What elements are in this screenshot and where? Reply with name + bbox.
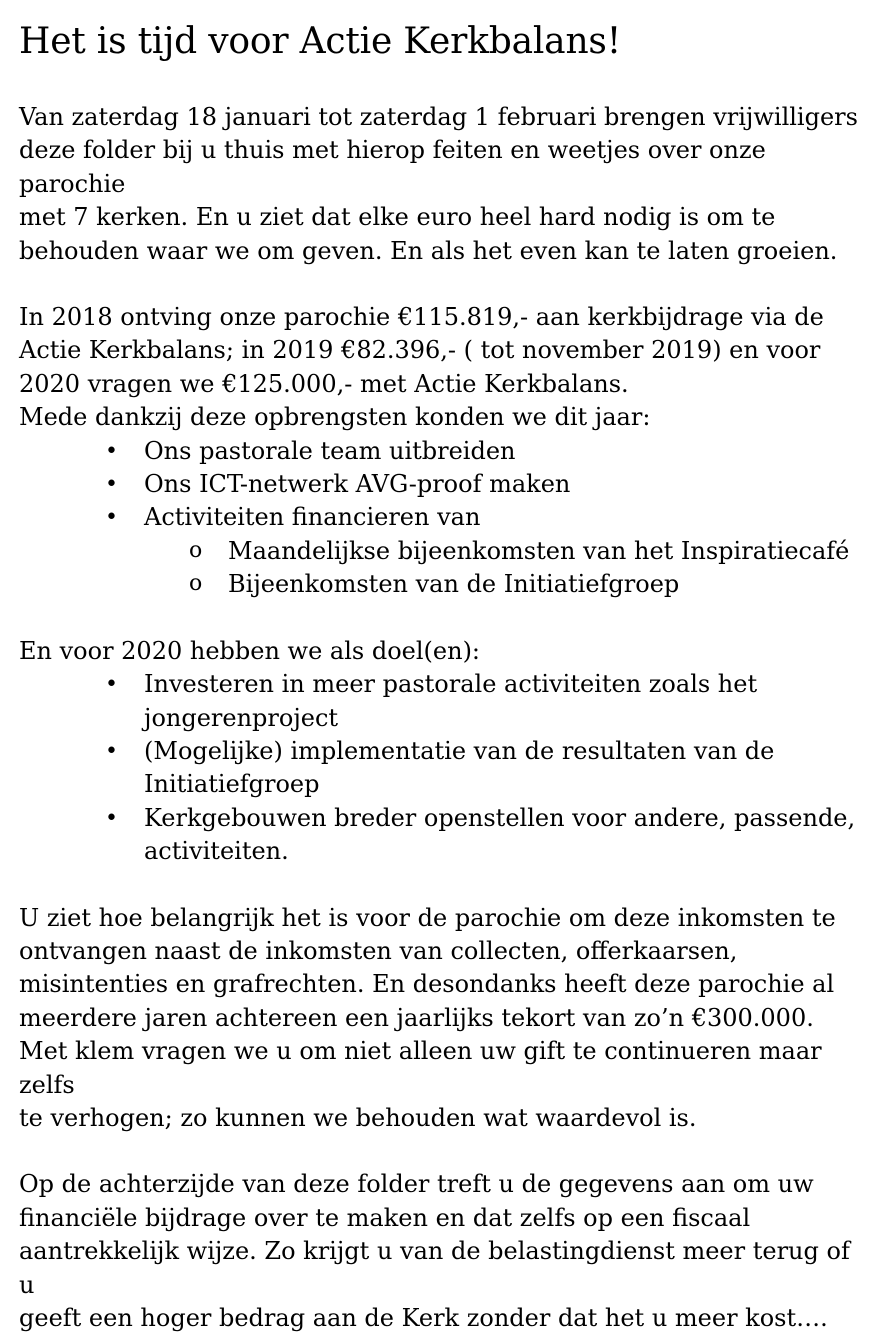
goals-section	[19, 635, 869, 869]
bullet-icon: •	[105, 438, 118, 464]
intro-line: met 7 kerken. En u ziet dat elke euro heel hard nodig is om te	[19, 203, 776, 232]
sub-list-item-text: Bijeenkomsten van de Initiatiefgroep	[228, 570, 680, 599]
closing-line: aantrekkelijk wijze. Zo krijgt u van de belastingdienst meer terug of u	[19, 1237, 850, 1299]
list-item	[19, 668, 869, 735]
list-item	[19, 735, 869, 802]
bullet-icon: •	[105, 805, 118, 831]
sub-list-item	[19, 568, 869, 601]
income-paragraph	[19, 301, 869, 435]
bullet-icon: •	[105, 472, 118, 498]
closing-paragraph	[19, 1168, 869, 1335]
list-item	[19, 802, 869, 869]
intro-line: Van zaterdag 18 januari tot zaterdag 1 februari brengen vrijwilligers	[19, 103, 858, 131]
list-item-text: Activiteiten financieren van	[144, 503, 481, 532]
importance-line: ontvangen naast de inkomsten van collecten, offerkaarsen,	[19, 936, 738, 965]
closing-line: Op de achterzijde van deze folder treft u de gegevens aan om uw	[19, 1170, 814, 1199]
list-item	[19, 468, 869, 501]
intro-line: deze folder bij u thuis met hierop feiten en weetjes over onze parochie	[19, 136, 766, 198]
list-item-text: Ons ICT-netwerk AVG-proof maken	[144, 470, 571, 499]
sub-list	[19, 535, 869, 602]
income-line: Actie Kerkbalans; in 2019 €82.396,- ( tot november 2019) en voor	[19, 336, 821, 365]
closing-line: financiële bijdrage over te maken en dat zelfs op een fiscaal	[19, 1203, 751, 1232]
sub-list-item	[19, 535, 869, 568]
income-line: In 2018 ontving onze parochie €115.819,- aan kerkbijdrage via de	[19, 303, 824, 332]
document-page	[19, 18, 869, 1335]
page-title: Het is tijd voor Actie Kerkbalans!	[19, 21, 621, 62]
list-item	[19, 501, 869, 601]
income-line: Mede dankzij deze opbrengsten konden we dit jaar:	[19, 403, 651, 432]
list-item-text: Kerkgebouwen breder openstellen voor andere, passende,	[144, 803, 856, 832]
list-item	[19, 435, 869, 468]
list-item-text: jongerenproject	[144, 703, 339, 732]
closing-line: geeft een hoger bedrag aan de Kerk zonder dat het u meer kost….	[19, 1304, 828, 1332]
goals-list	[19, 668, 869, 868]
achievements-list	[19, 435, 869, 602]
importance-line: meerdere jaren achtereen een jaarlijks tekort van zo’n €300.000.	[19, 1003, 814, 1032]
goals-intro: En voor 2020 hebben we als doel(en):	[19, 636, 481, 665]
importance-line: misintenties en grafrechten. En desondanks heeft deze parochie al	[19, 970, 835, 999]
income-line: 2020 vragen we €125.000,- met Actie Kerkbalans.	[19, 369, 629, 398]
sub-list-item-text: Maandelijkse bijeenkomsten van het Inspiratiecafé	[228, 536, 850, 565]
importance-paragraph	[19, 902, 869, 1136]
list-item-text: Ons pastorale team uitbreiden	[144, 436, 516, 465]
importance-line: U ziet hoe belangrijk het is voor de parochie om deze inkomsten te	[19, 903, 836, 932]
circle-bullet-icon: o	[189, 537, 203, 563]
list-item-text: activiteiten.	[144, 837, 289, 866]
circle-bullet-icon: o	[189, 571, 203, 597]
intro-line: behouden waar we om geven. En als het even kan te laten groeien.	[19, 236, 838, 265]
list-item-text: (Mogelijke) implementatie van de resultaten van de	[144, 736, 775, 765]
bullet-icon: •	[105, 672, 118, 698]
bullet-icon: •	[105, 738, 118, 764]
importance-line: te verhogen; zo kunnen we behouden wat waardevol is.	[19, 1103, 697, 1132]
intro-paragraph	[19, 101, 869, 268]
importance-line: Met klem vragen we u om niet alleen uw gift te continueren maar zelfs	[19, 1037, 822, 1099]
list-item-text: Investeren in meer pastorale activiteiten zoals het	[144, 670, 758, 699]
list-item-text: Initiatiefgroep	[144, 770, 320, 799]
bullet-icon: •	[105, 505, 118, 531]
